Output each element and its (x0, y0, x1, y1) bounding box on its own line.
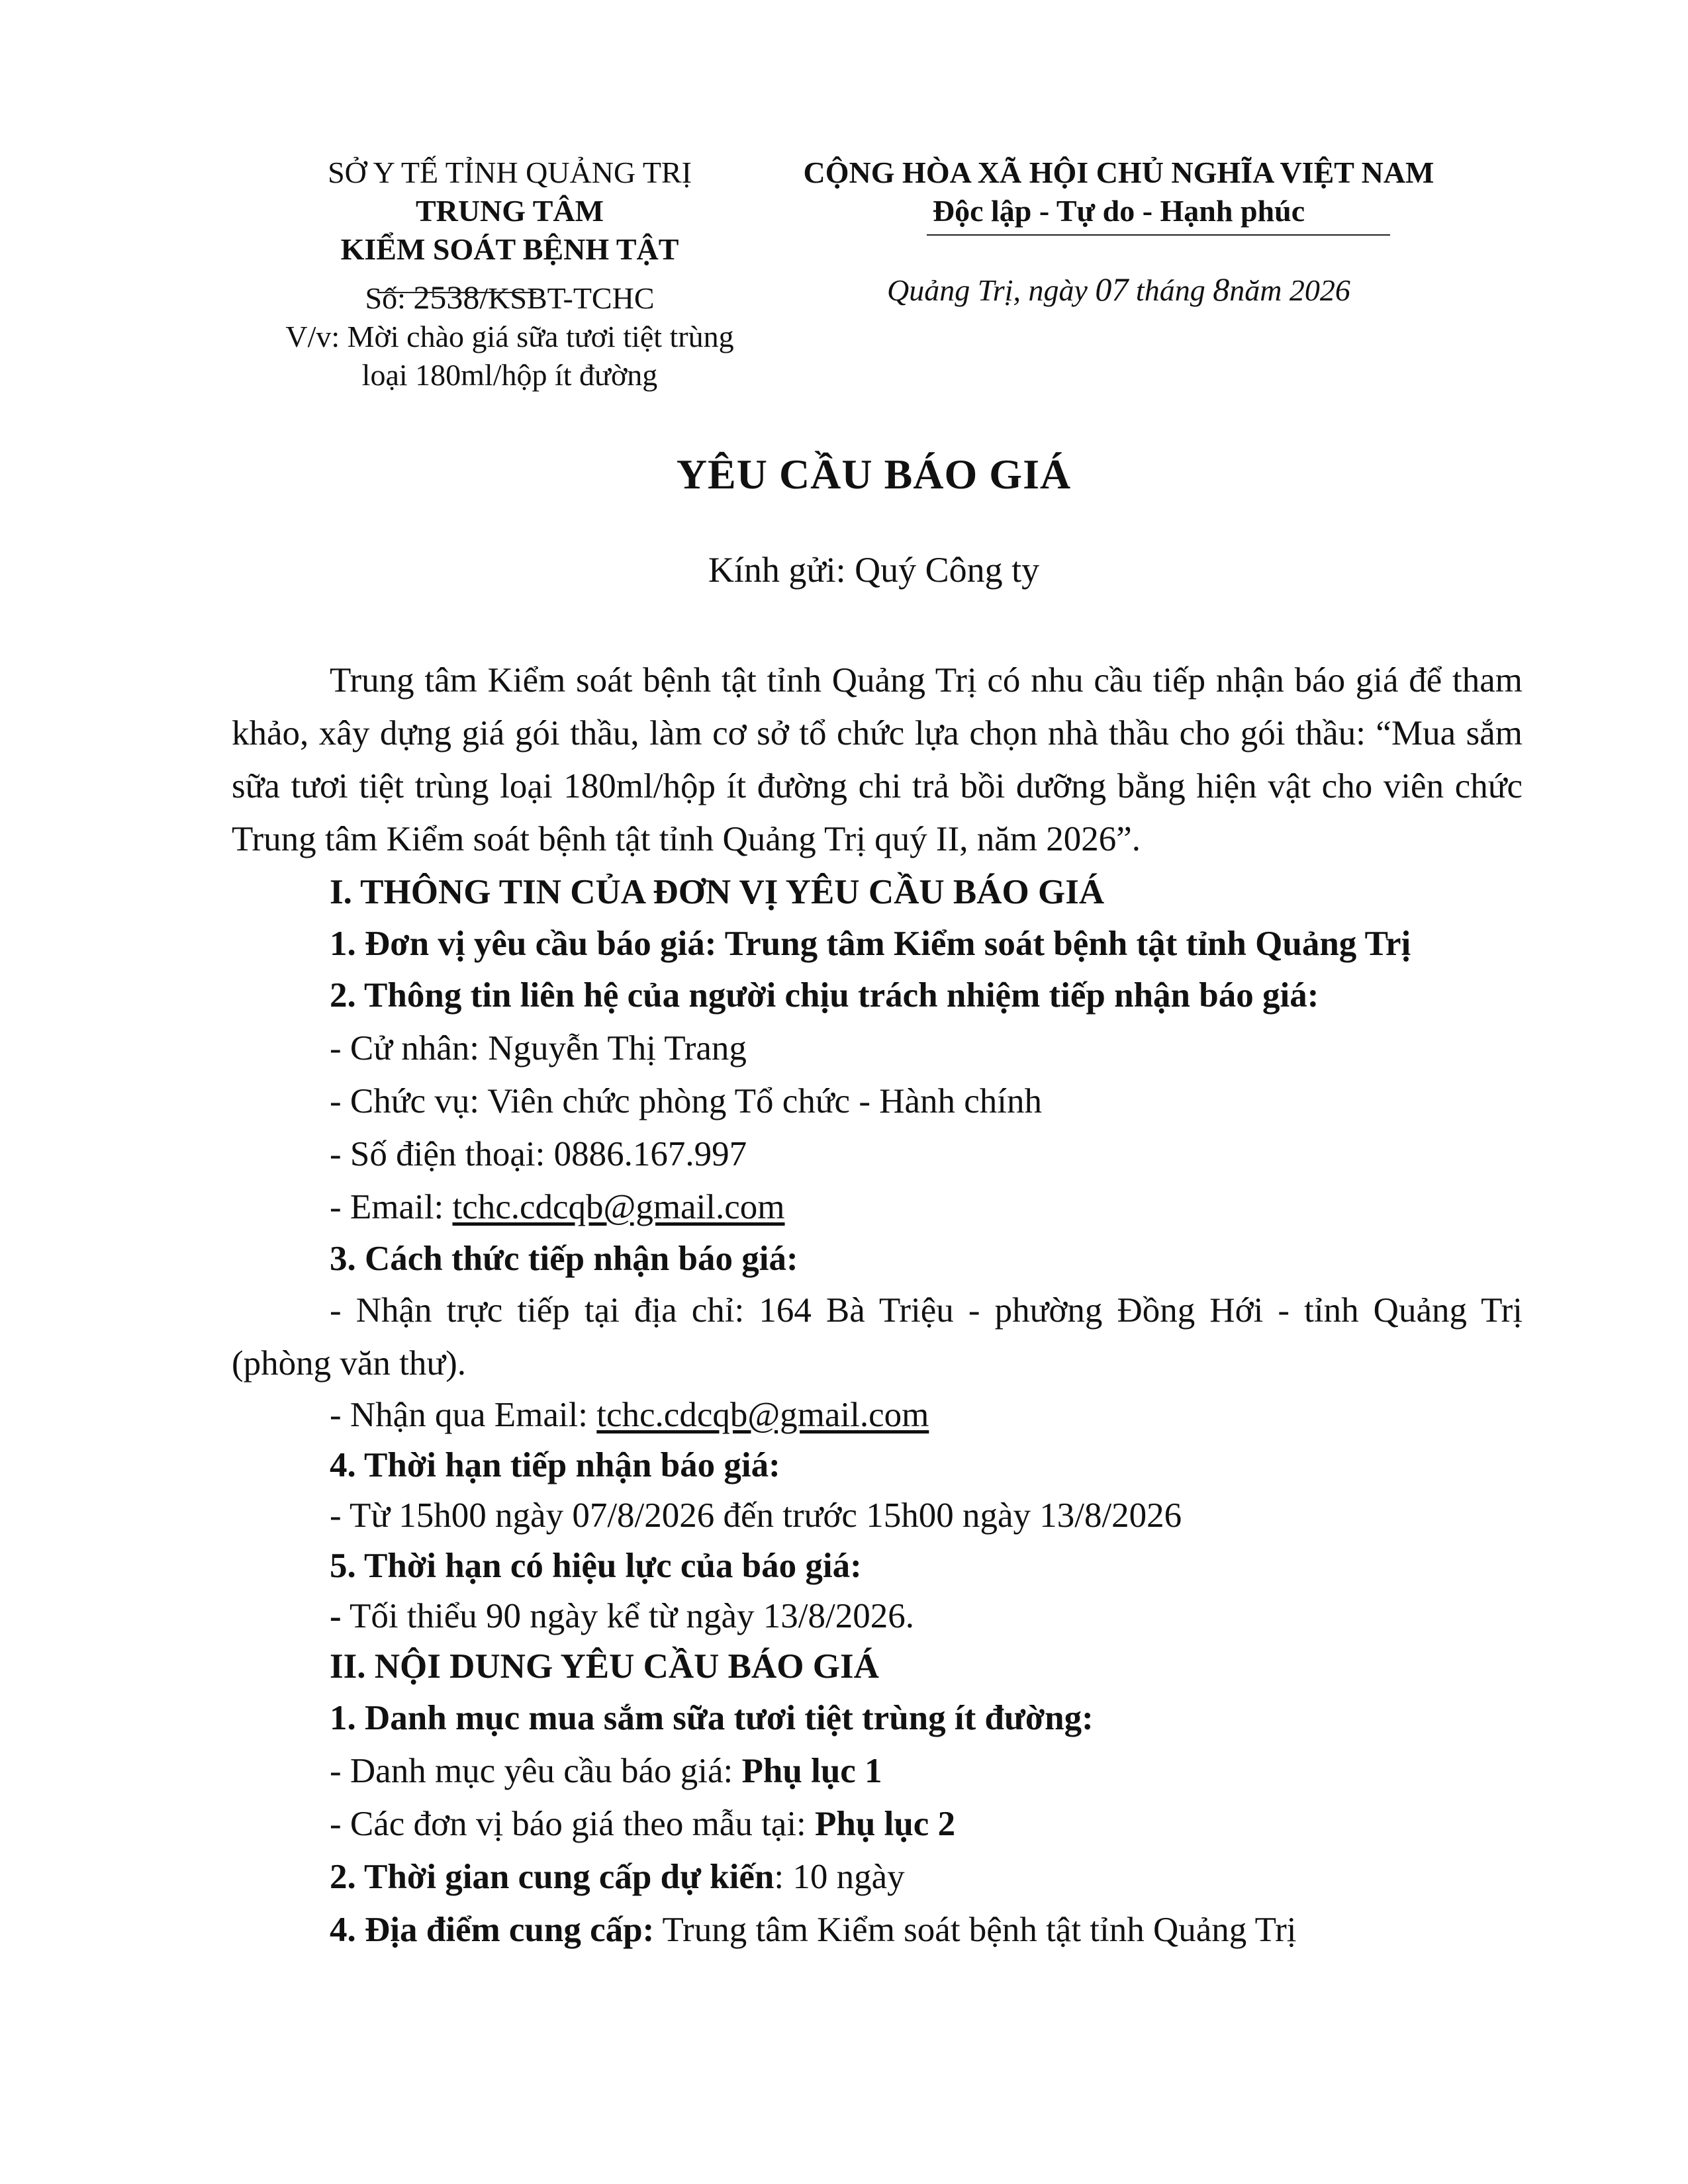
contact-position: - Chức vụ: Viên chức phòng Tổ chức - Hành chính (330, 1082, 1043, 1120)
document-number-prefix: Số: (365, 281, 414, 315)
form-value: Phụ lục 2 (815, 1805, 956, 1843)
date-month-label: tháng (1135, 273, 1213, 307)
contact-phone: - Số điện thoại: 0886.167.997 (330, 1135, 747, 1173)
delivery-time-row (232, 1850, 1523, 1903)
section1-item2: 2. Thông tin liên hệ của người chịu trách nhiệm tiếp nhận báo giá: (330, 976, 1319, 1015)
subject-line2: loại 180ml/hộp ít đường (361, 358, 658, 392)
motto-underline (927, 234, 1390, 236)
header-right (741, 154, 1496, 230)
contact-email-link[interactable]: tchc.cdcqb@gmail.com (452, 1188, 785, 1226)
validity-text: Tối thiểu 90 ngày kể từ ngày 13/8/2026. (341, 1597, 914, 1635)
section1-item5: 5. Thời hạn có hiệu lực của báo giá: (330, 1547, 862, 1585)
header-left (252, 154, 768, 394)
number-rule (377, 292, 536, 293)
unit-name-line1: TRUNG TÂM (415, 194, 604, 228)
agency-name: SỞ Y TẾ TỈNH QUẢNG TRỊ (328, 156, 692, 189)
section1-item4: 4. Thời hạn tiếp nhận báo giá: (330, 1446, 780, 1484)
delivery-place-value: Trung tâm Kiểm soát bệnh tật tỉnh Quảng Trị (654, 1911, 1297, 1949)
delivery-place-row (232, 1903, 1523, 1956)
form-label: - Các đơn vị báo giá theo mẫu tại: (330, 1805, 816, 1843)
contact-email-row (232, 1181, 1523, 1234)
document-title: YÊU CẦU BÁO GIÁ (676, 451, 1072, 498)
section2-heading: II. NỘI DUNG YÊU CẦU BÁO GIÁ (330, 1647, 879, 1686)
greeting: Kính gửi: Quý Công ty (708, 550, 1040, 590)
unit-name-line2: KIỂM SOÁT BỆNH TẬT (340, 232, 679, 266)
receive-email-link[interactable]: tchc.cdcqb@gmail.com (596, 1396, 929, 1434)
list-value: Phụ lục 1 (741, 1752, 882, 1790)
date-month: 8 (1213, 271, 1230, 308)
receive-email-label: - Nhận qua Email: (330, 1396, 597, 1434)
contact-email-label: - Email: (330, 1188, 453, 1226)
document-number (252, 278, 768, 318)
section2-item1: 1. Danh mục mua sắm sữa tươi tiệt trùng ít đường: (330, 1699, 1094, 1737)
delivery-time-label: 2. Thời gian cung cấp dự kiến (330, 1858, 774, 1896)
receive-deadline: - Từ 15h00 ngày 07/8/2026 đến trước 15h00 ngày 13/8/2026 (330, 1496, 1182, 1535)
date-day: 07 (1095, 271, 1129, 308)
receive-direct: - Nhận trực tiếp tại địa chỉ: 164 Bà Triệu - phường Đồng Hới - tỉnh Quảng Trị (phòng văn thư). (232, 1291, 1523, 1383)
date-year: năm 2026 (1229, 273, 1350, 307)
subject-line1: V/v: Mời chào giá sữa tươi tiệt trùng (285, 320, 734, 353)
receive-email-row (232, 1390, 1523, 1440)
validity-dash: - (330, 1597, 342, 1635)
nation-name: CỘNG HÒA XÃ HỘI CHỦ NGHĨA VIỆT NAM (803, 156, 1434, 189)
document-date (741, 270, 1496, 310)
document-number-value: 2538 (413, 279, 480, 316)
validity-row (232, 1591, 1523, 1641)
section1-item3: 3. Cách thức tiếp nhận báo giá: (330, 1240, 798, 1278)
contact-person: - Cử nhân: Nguyễn Thị Trang (330, 1029, 747, 1068)
date-place: Quảng Trị, ngày (887, 273, 1096, 307)
form-row (232, 1797, 1523, 1850)
list-row (232, 1745, 1523, 1797)
list-label: - Danh mục yêu cầu báo giá: (330, 1752, 742, 1790)
document-body (232, 654, 1523, 1956)
intro-paragraph: Trung tâm Kiểm soát bệnh tật tỉnh Quảng Trị có nhu cầu tiếp nhận báo giá để tham khảo, xây dựng giá gói thầu, làm cơ sở tổ chức lựa chọn nhà thầu cho gói thầu: “Mua sắm sữa tươi tiệt trùng loại 180ml/hộp ít đường chi trả bồi dưỡng bằng hiện vật cho viên chức Trung tâm Kiểm soát bệnh tật tỉnh Quảng Trị quý II, năm 2026”. (232, 661, 1523, 858)
delivery-place-label: 4. Địa điểm cung cấp: (330, 1911, 655, 1949)
section1-item1: 1. Đơn vị yêu cầu báo giá: Trung tâm Kiểm soát bệnh tật tỉnh Quảng Trị (330, 925, 1411, 963)
section1-heading: I. THÔNG TIN CỦA ĐƠN VỊ YÊU CẦU BÁO GIÁ (330, 873, 1105, 911)
national-motto: Độc lập - Tự do - Hạnh phúc (932, 194, 1305, 228)
document-number-suffix: /KSBT-TCHC (479, 281, 655, 315)
delivery-time-value: : 10 ngày (774, 1858, 905, 1896)
